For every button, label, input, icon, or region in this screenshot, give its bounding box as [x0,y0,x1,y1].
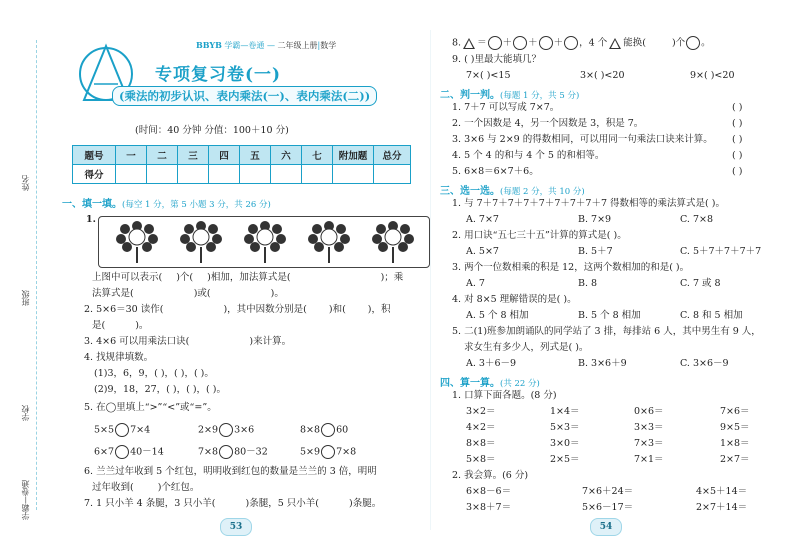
flower-icon [241,221,289,263]
choice-5-line1: 5. 二(1)班参加朗诵队的同学站了 3 排，每排站 6 人，其中男生有 9 人， [452,326,761,337]
q5-expr: 7×8 [198,446,219,458]
triangle-icon [609,38,621,49]
q5-expr: 60 [336,424,349,436]
q6-line2 [92,482,199,494]
q9-item: 3×( )<20 [580,70,625,81]
choice-option[interactable]: B. 5＋7 [578,246,613,257]
q1-line2 [92,288,284,300]
circle-icon [564,36,578,50]
choice-4: 4. 对 8×5 理解错误的是( )。 [452,294,577,305]
choice-option[interactable]: C. 7 或 8 [680,278,721,289]
section-3-title: 三、选一选。 [440,186,500,197]
flower-icon [177,221,225,263]
calc-item: 3×0＝ [550,438,580,449]
circle-icon [513,36,527,50]
choice-option[interactable]: C. 7×8 [680,214,714,225]
calc-item: 3×3＝ [634,422,664,433]
q8 [452,36,711,50]
judge-item: 4. 5 个 4 的和与 4 个 5 的和相等。 [452,150,605,161]
score-header: 总分 [374,146,411,165]
judge-answer[interactable]: ( ) [732,166,743,177]
calc-item: 2×7＝ [720,454,750,465]
q9-item: 9×( )<20 [690,70,735,81]
q2-text: 2. 5×6＝30 读作( [84,304,164,315]
section-2-heading [440,86,579,101]
compare-circle[interactable] [321,423,335,437]
q4: 4. 找规律填数。 [84,352,154,363]
score-header: 六 [271,146,302,165]
score-header: 七 [302,146,333,165]
choice-option[interactable]: C. 3×6－9 [680,358,729,369]
calc-item: 8×8＝ [466,438,496,449]
choice-2: 2. 用口诀“五七三十五”计算的算式是( )。 [452,230,627,241]
q9: 9. ( )里最大能填几？ [452,54,542,65]
q5-row-1c [300,423,348,437]
score-header: 五 [240,146,271,165]
compare-circle[interactable] [219,445,233,459]
section-1-title: 一、填一填。 [62,199,122,210]
q4-2: (2)9，18，27，( )，( )，( )。 [94,384,226,395]
score-header: 四 [209,146,240,165]
score-header: 附加题 [333,146,374,165]
q2-text: 是( [92,320,106,331]
q1-text: )个( [176,272,194,283]
q5: 5. 在◯里填上“>”“<”或“=”。 [84,402,217,413]
q5-row-2 [94,445,164,459]
q8-text: 。 [701,37,711,49]
calc-item: 2×5＝ [550,454,580,465]
judge-item: 2. 一个因数是 4，另一个因数是 3，积是 7。 [452,118,644,129]
q7-text: )条腿。 [349,498,382,509]
choice-option[interactable]: B. 5 个 8 相加 [578,310,641,321]
q3 [84,336,291,348]
flower-icon [305,221,353,263]
choice-option[interactable]: A. 7×7 [466,214,499,225]
series: 学霸—卷通 [224,41,265,50]
header-line: BBYB 学霸—卷通 — 二年级上册|数学 [196,40,337,50]
calc-item: 1×4＝ [550,406,580,417]
q1-number: 1. [86,214,96,225]
score-table [72,145,411,184]
subject: 数学 [320,41,337,50]
q6-text: )个红包。 [157,482,200,493]
choice-1: 1. 与 7＋7＋7＋7＋7＋7＋7＋7＋7 得数相等的乘法算式是( )。 [452,198,725,209]
binding-line [36,40,37,510]
q8-text: ＋ [553,37,564,49]
q3-text: )来计算。 [249,336,292,347]
judge-answer[interactable]: ( ) [732,102,743,113]
grade: 二年级上册 [277,41,318,50]
q2-text: )。 [135,320,149,331]
choice-3: 3. 两个一位数相乘的积是 12，这两个数相加的和是( )。 [452,262,690,273]
q5-expr: 6×7 [94,446,115,458]
q8-text: ＋ [528,37,538,49]
calc-item: 2×7＋14＝ [696,502,748,513]
page-title: 专项复习卷(一) [155,65,282,85]
calc-item: 5×6－17＝ [582,502,634,513]
calc-item: 4×5＋14＝ [696,486,748,497]
q5-row-2c [300,445,356,459]
score-cell[interactable] [302,165,333,184]
score-row-label: 得分 [73,165,116,184]
calc-item: 6×8－6＝ [466,486,512,497]
q9-item: 7×( )<15 [466,70,511,81]
q4-1: (1)3，6，9，( )，( )，( )。 [94,368,214,379]
calc-item: 1×8＝ [720,438,750,449]
choice-option[interactable]: A. 7 [466,278,485,289]
q7 [84,498,381,510]
calc-item: 7×6＝ [720,406,750,417]
judge-answer[interactable]: ( ) [732,134,743,145]
q2-text: )，积 [367,304,391,315]
choice-option[interactable]: A. 5 个 8 相加 [466,310,529,321]
choice-option[interactable]: A. 5×7 [466,246,499,257]
section-1-heading [62,195,271,210]
q7-text: )条腿，5 只小羊( [245,498,319,509]
q5-expr: 8×8 [300,424,321,436]
section-4-points: (共 22 分) [500,379,540,389]
flower-picture [98,216,430,268]
q5-expr: 7×8 [336,446,357,458]
section-3-heading [440,182,585,197]
choice-option[interactable]: C. 5＋7＋7＋7＋7 [680,246,762,257]
q1-text: )相加，加法算式是( [207,272,291,283]
q8-text: 能换( [623,37,646,49]
section-2-points: (每题 1 分，共 5 分) [500,91,580,101]
calc-item: 5×3＝ [550,422,580,433]
circle-icon [686,36,700,50]
q8-text: 8. [452,37,462,49]
judge-answer[interactable]: ( ) [732,150,743,161]
side-label-class: 班级 [21,290,30,306]
score-cell[interactable] [240,165,271,184]
score-cell[interactable] [178,165,209,184]
q5-expr: 3×6 [234,424,255,436]
q2-line2 [92,320,148,332]
calc-item: 5×8＝ [466,454,496,465]
score-header: 题号 [73,146,116,165]
compare-circle[interactable] [321,445,335,459]
section-3-points: (每题 2 分，共 10 分) [500,187,585,197]
calc-1-title: 1. 口算下面各题。(8 分) [452,390,557,401]
q8-text: ，4 个 [579,37,608,49]
calc-item: 4×2＝ [466,422,496,433]
compare-circle[interactable] [115,445,129,459]
q5-row-2b [198,445,268,459]
time-info: (时间：40 分钟 分值：100＋10 分) [135,125,289,136]
q5-row-1 [94,423,150,437]
page-subtitle: (乘法的初步认识、表内乘法(一)、表内乘法(二)) [112,86,377,106]
compare-circle[interactable] [115,423,129,437]
q2-text: )和( [328,304,346,315]
score-header: 一 [116,146,147,165]
section-2-title: 二、判一判。 [440,90,500,101]
score-header: 二 [147,146,178,165]
flower-icon [369,221,417,263]
q8-text: )个 [671,37,686,49]
circle-icon [488,36,502,50]
q5-expr: 5×5 [94,424,115,436]
calc-item: 7×3＝ [634,438,664,449]
triangle-icon [463,38,475,49]
score-cell[interactable] [209,165,240,184]
choice-5-line2: 求女生有多少人，列式是( )。 [464,342,589,353]
judge-item: 3. 3×6 与 2×9 的得数相同，可以用同一句乘法口诀来计算。 [452,134,713,145]
score-cell[interactable] [116,165,147,184]
score-cell[interactable] [374,165,411,184]
score-cell[interactable] [271,165,302,184]
q2-line1 [84,304,391,316]
calc-item: 7×1＝ [634,454,664,465]
flower-icon [113,221,161,263]
q1-text: 法算式是( [92,288,134,299]
q1-text: )；乘 [380,272,404,283]
choice-option[interactable]: A. 3＋6－9 [466,358,517,369]
side-label-school: 学校 [21,405,30,421]
q3-text: 3. 4×6 可以用乘法口诀( [84,336,190,347]
section-4-heading [440,374,540,389]
q1-text: 上图中可以表示( [92,272,163,283]
calc-2-title: 2. 我会算。(6 分) [452,470,529,481]
brand: BBYB [196,40,222,50]
calc-item: 9×5＝ [720,422,750,433]
choice-option[interactable]: B. 3×6＋9 [578,358,627,369]
q5-expr: 2×9 [198,424,219,436]
side-label-name: 姓名 [21,175,30,191]
page-number-left: 53 [220,518,252,536]
circle-icon [539,36,553,50]
compare-circle[interactable] [219,423,233,437]
calc-item: 3×2＝ [466,406,496,417]
choice-option[interactable]: B. 7×9 [578,214,612,225]
q5-row-1b [198,423,254,437]
side-label-footer: 学霸—卷通 [21,480,30,520]
page-divider [430,30,431,530]
section-4-title: 四、算一算。 [440,378,500,389]
judge-answer[interactable]: ( ) [732,118,743,129]
q6-line1: 6. 兰兰过年收到 5 个红包，明明收到红包的数量是兰兰的 3 倍，明明 [84,466,377,477]
section-1-points: (每空 1 分，第 5 小题 3 分，共 26 分) [122,200,271,210]
q8-text: ＝ [477,37,487,49]
score-header: 三 [178,146,209,165]
choice-option[interactable]: C. 8 和 5 相加 [680,310,743,321]
calc-item: 0×6＝ [634,406,664,417]
q6-text: 过年收到( [92,482,134,493]
score-cell[interactable] [333,165,374,184]
q5-expr: 80－32 [234,446,268,458]
choice-option[interactable]: B. 8 [578,278,598,289]
q8-text: ＋ [502,37,513,49]
q1-text: )或( [193,288,211,299]
q5-expr: 5×9 [300,446,321,458]
judge-item: 1. 7＋7 可以写成 7×7。 [452,102,560,113]
calc-item: 7×6＋24＝ [582,486,634,497]
q7-text: 7. 1 只小羊 4 条腿，3 只小羊( [84,498,216,509]
q5-expr: 40－14 [130,446,164,458]
q1-line1 [92,272,403,284]
page-number-right: 54 [590,518,622,536]
calc-item: 3×8＋7＝ [466,502,512,513]
q5-expr: 7×4 [130,424,151,436]
judge-item: 5. 6×8＝6×7＋6。 [452,166,539,177]
q2-text: )，其中因数分别是( [223,304,307,315]
score-cell[interactable] [147,165,178,184]
q1-text: )。 [270,288,284,299]
